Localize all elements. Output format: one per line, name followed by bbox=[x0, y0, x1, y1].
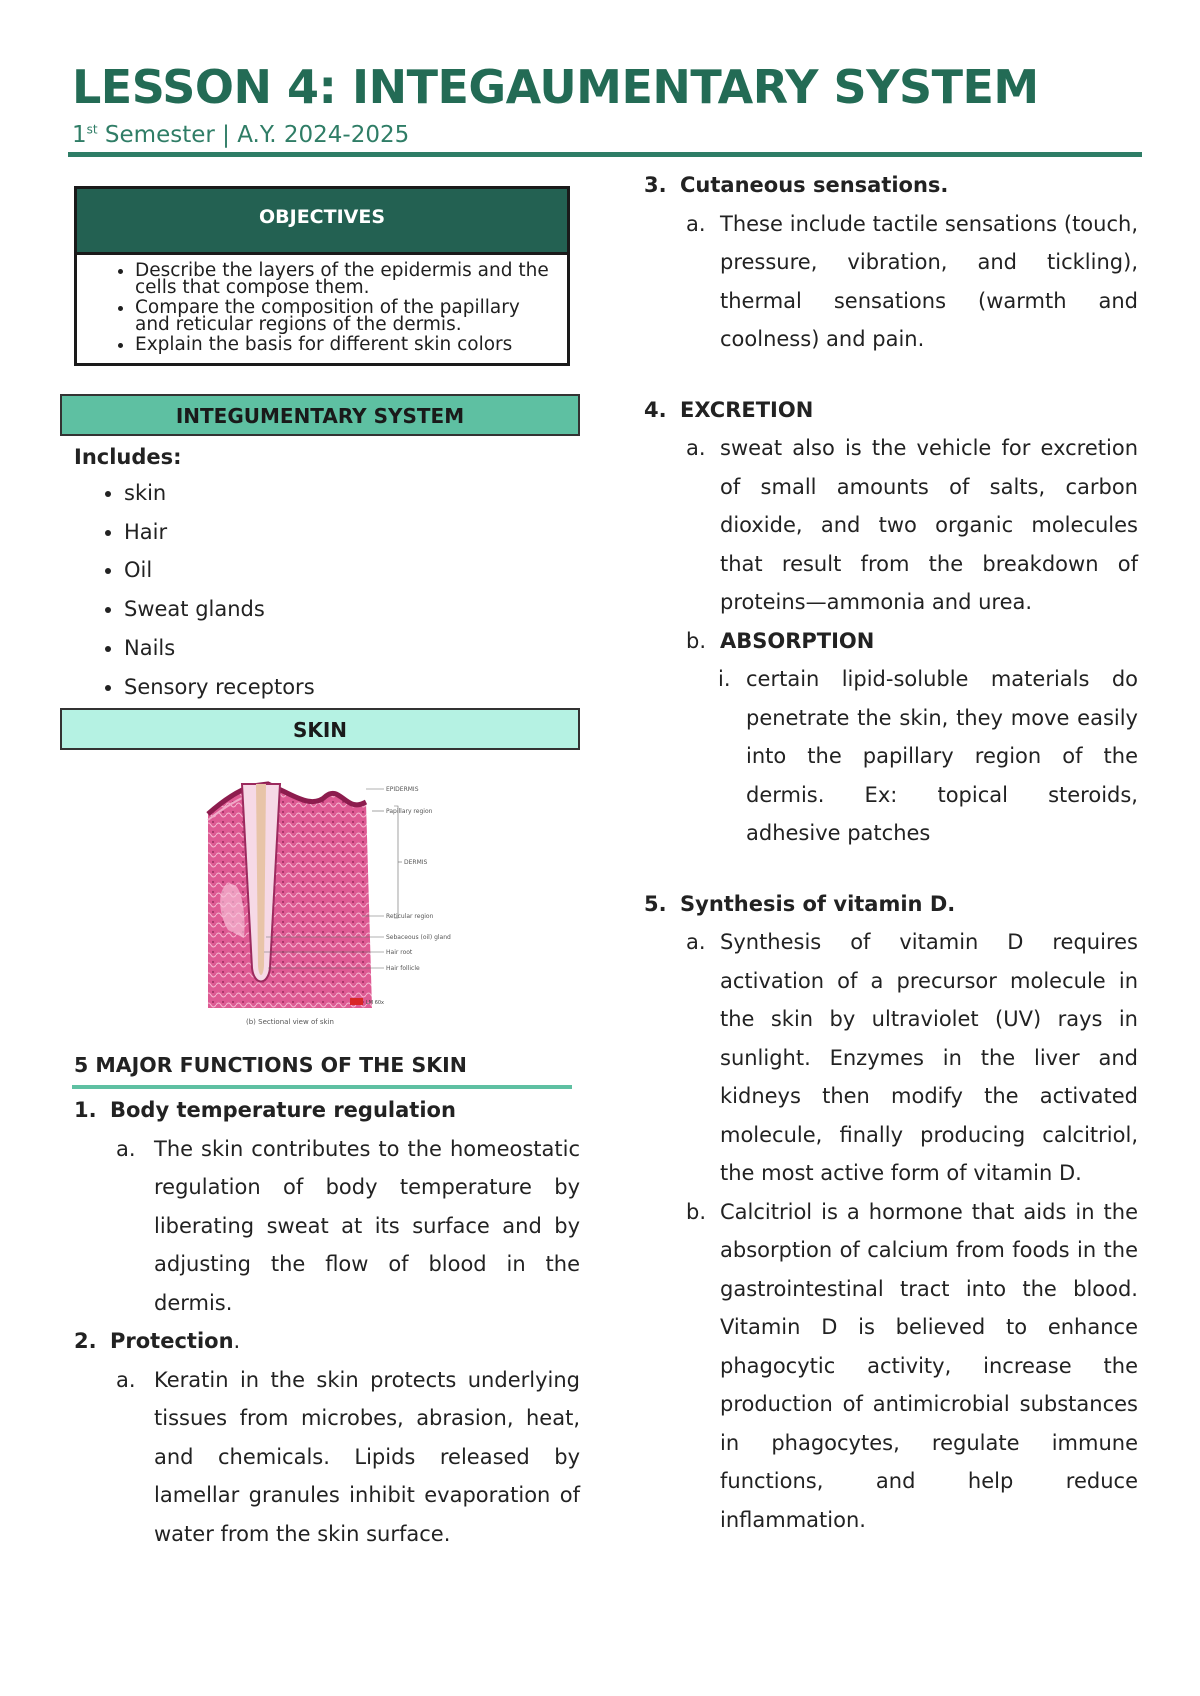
semester-text: Semester | A.Y. 2024-2025 bbox=[97, 122, 410, 148]
function-5-text-a: Synthesis of vitamin D requires activation of a precursor molecule in the skin by ultraviolet (UV) rays in sunlight. Enzymes in the liver and kidneys then modify the activated molecule, finally producing calcitriol, the most active form of vitamin D. bbox=[720, 930, 1138, 1185]
function-2-title: Protection bbox=[110, 1329, 234, 1354]
semester-number: 1 bbox=[72, 122, 87, 148]
fig-label-papillary: Papillary region bbox=[386, 808, 433, 816]
function-1-text: The skin contributes to the homeostatic regulation of body temperature by liberating sweat at its surface and by adjusting the flow of blood in the dermis. bbox=[154, 1136, 580, 1315]
objective-item: • Describe the layers of the epidermis and the cells that compose them. bbox=[135, 262, 557, 296]
function-5-number: 5. bbox=[644, 891, 667, 916]
includes-item: • skin bbox=[124, 474, 580, 513]
function-2-number: 2. bbox=[74, 1329, 97, 1354]
includes-label: Includes: bbox=[74, 445, 182, 469]
includes-item: • Sensory receptors bbox=[124, 668, 580, 707]
includes-item: • Nails bbox=[124, 629, 580, 668]
functions-divider bbox=[72, 1085, 572, 1089]
objective-item: • Compare the composition of the papillary and reticular regions of the dermis. bbox=[135, 299, 557, 333]
point-marker: a. bbox=[686, 930, 706, 954]
point-marker: b. bbox=[686, 628, 707, 653]
figure-caption: (b) Sectional view of skin bbox=[246, 1018, 334, 1027]
header-divider bbox=[68, 152, 1142, 157]
function-5-text-b: Calcitriol is a hormone that aids in the absorption of calcium from foods in the gastrointestinal tract into the blood. Vitamin D is believed to enhance phagocytic activity, increase the production of antimicrobial substances in phagocytes, regulate immune functions, and help reduce inflammation. bbox=[720, 1199, 1138, 1532]
skin-heading: SKIN bbox=[60, 708, 580, 750]
function-5-title: Synthesis of vitamin D. bbox=[680, 891, 956, 916]
function-4-text-a: sweat also is the vehicle for excretion of small amounts of salts, carbon dioxide, and two organic molecules that result from the breakdown of proteins—ammonia and urea. bbox=[720, 436, 1138, 614]
absorption-heading bbox=[640, 622, 1138, 661]
magnification-badge bbox=[350, 998, 363, 1005]
objective-item: • Explain the basis for different skin colors bbox=[135, 336, 557, 353]
function-2-point-a bbox=[60, 1361, 580, 1554]
fig-label-hair-root: Hair root bbox=[386, 949, 413, 957]
point-marker: i. bbox=[718, 667, 731, 691]
fig-label-hair-follicle: Hair follicle bbox=[386, 965, 420, 973]
objectives-list bbox=[77, 255, 567, 363]
objectives-heading: OBJECTIVES bbox=[77, 189, 567, 255]
function-3-text: These include tactile sensations (touch, pressure, vibration, and tickling), thermal sensations (warmth and coolness) and pain. bbox=[720, 211, 1138, 351]
function-3-heading bbox=[640, 166, 1138, 205]
function-3-title: Cutaneous sensations. bbox=[680, 173, 949, 197]
fig-label-reticular: Reticular region bbox=[386, 913, 434, 921]
function-5-heading bbox=[640, 885, 1138, 924]
point-marker: a. bbox=[116, 1367, 136, 1392]
left-column bbox=[60, 186, 580, 1553]
skin-section-figure bbox=[206, 780, 476, 1027]
function-5-point-b bbox=[640, 1193, 1138, 1540]
point-marker: a. bbox=[686, 211, 706, 236]
function-4-heading bbox=[640, 391, 1138, 430]
function-2-heading bbox=[60, 1322, 580, 1361]
semester-line bbox=[72, 122, 409, 148]
fig-label-dermis: DERMIS bbox=[404, 859, 428, 867]
integumentary-heading: INTEGUMENTARY SYSTEM bbox=[60, 394, 580, 436]
absorption-title: ABSORPTION bbox=[720, 628, 875, 653]
semester-ordinal: st bbox=[86, 122, 98, 137]
objectives-box bbox=[74, 186, 570, 366]
includes-item: • Oil bbox=[124, 551, 580, 590]
absorption-point-i bbox=[640, 660, 1138, 853]
point-marker: a. bbox=[686, 436, 706, 460]
function-1-title: Body temperature regulation bbox=[110, 1098, 456, 1123]
function-2-text: Keratin in the skin protects underlying tissues from microbes, abrasion, heat, and chemicals. Lipids released by lamellar granules inhibit evaporation of water from the skin surface. bbox=[154, 1367, 580, 1546]
includes-item: • Hair bbox=[124, 513, 580, 552]
absorption-text: certain lipid-soluble materials do penetrate the skin, they move easily into the papillary region of the dermis. Ex: topical steroids, adhesive patches bbox=[746, 667, 1138, 845]
page-title: LESSON 4: INTEGAUMENTARY SYSTEM bbox=[72, 60, 1039, 114]
fig-label-epidermis: EPIDERMIS bbox=[386, 786, 419, 794]
function-1-point-a bbox=[60, 1130, 580, 1323]
function-1-number: 1. bbox=[74, 1098, 97, 1123]
point-marker: b. bbox=[686, 1199, 707, 1224]
function-4-number: 4. bbox=[644, 397, 667, 422]
function-3-point-a bbox=[640, 205, 1138, 359]
function-2-title-period: . bbox=[233, 1329, 241, 1354]
functions-title: 5 MAJOR FUNCTIONS OF THE SKIN bbox=[74, 1053, 467, 1078]
function-5-point-a bbox=[640, 923, 1138, 1193]
includes-item: • Sweat glands bbox=[124, 590, 580, 629]
right-column bbox=[640, 166, 1138, 1539]
function-3-number: 3. bbox=[644, 173, 667, 197]
function-1-heading bbox=[60, 1091, 580, 1130]
point-marker: a. bbox=[116, 1136, 136, 1161]
skin-micrograph bbox=[206, 780, 476, 1012]
function-4-title: EXCRETION bbox=[680, 397, 814, 422]
function-4-point-a bbox=[640, 429, 1138, 622]
fig-label-sebaceous: Sebaceous (oil) gland bbox=[386, 934, 451, 942]
fig-magnification: LM 60x bbox=[366, 1000, 385, 1007]
includes-list bbox=[60, 474, 580, 706]
